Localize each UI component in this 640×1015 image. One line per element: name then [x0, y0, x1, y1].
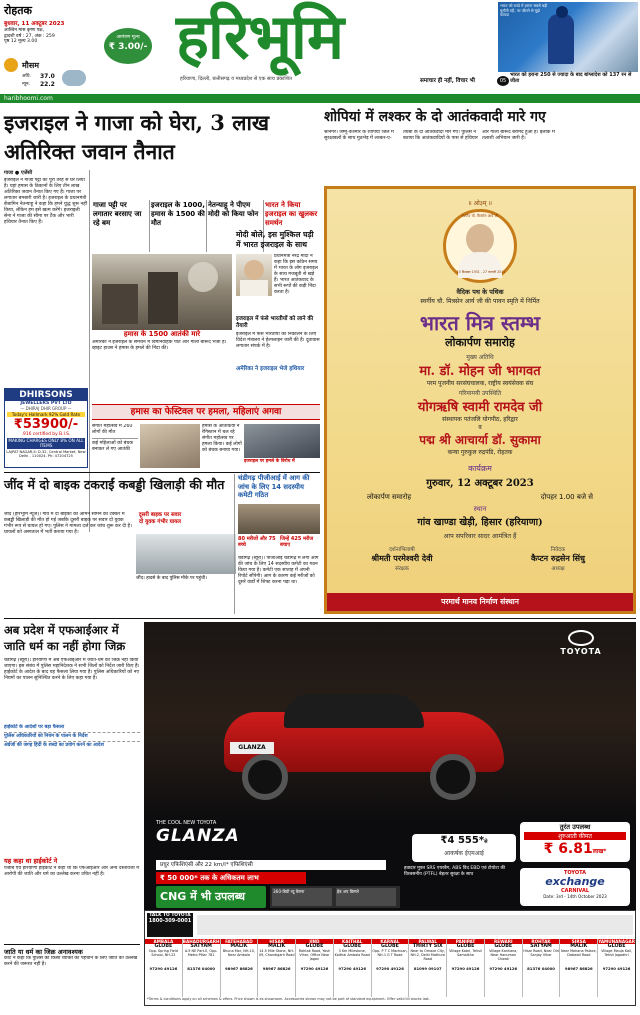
- fir-sub: यह कहा था हाईकोर्ट ने: [4, 857, 58, 865]
- dealer-card: [183, 939, 221, 997]
- festival-headline: हमास का फेस्टिवल पर हमला, महिलाएं अगवा: [130, 407, 282, 417]
- guest-and: व: [478, 424, 482, 431]
- cricketer-helmet: [556, 6, 568, 18]
- making-charges: MAKING CHARGES ONLY 8% ON ALL ITEMS: [8, 438, 84, 449]
- offer-top: तुरंत उपलब्ध: [559, 823, 591, 831]
- accident-caption: जींद। हादसे के बाद पुलिस मौके पर पहुंची।: [136, 576, 207, 581]
- lead-dateline: गाजा ● एजेंसी: [4, 170, 33, 176]
- protest-photo: [244, 424, 320, 458]
- weather-box: [2, 56, 102, 92]
- dealer-address: Hisar Road, Near Old Sanjay Vihar: [523, 949, 559, 958]
- host-left-role: संरक्षक: [395, 566, 409, 572]
- festival-badge: इजराइल पर हमले के विरोध में: [244, 459, 295, 464]
- host-left-name: श्रीमती परमेश्वरी देवी: [371, 554, 433, 563]
- host-left-label: दर्शनाभिलाषी: [389, 547, 415, 553]
- subhead-3: नेतन्याहू ने पीएम मोदी को किया फोन: [206, 200, 263, 252]
- dealer-strip: [144, 910, 636, 1006]
- invitation-subtitle: लोकार्पण समारोह: [445, 336, 515, 349]
- invitation-ad: [324, 186, 636, 614]
- us-body: अमेरिका ने इजराइल के समर्थन में विमानवाहक पोत और गोला बारूद भेजा है। व्हाइट हाउस ने हमास के हमले की निंदा की।: [92, 340, 227, 351]
- ad-disclaimer: *Terms & conditions apply on all schemes & offers. Price shown is ex-showroom. Accessories shown may not be part of standard equipment. Offer valid till stocks last.: [147, 997, 430, 1001]
- dealer-name: GLOBE: [381, 944, 399, 949]
- price-label: आमंत्रण मूल्य: [116, 35, 140, 40]
- festival-bullet-1: संगीत महोत्सव में 260 लोगों की मौत: [92, 424, 138, 439]
- program-label: कार्यक्रम: [468, 464, 492, 473]
- host-right-name: कैप्टन रुद्रसेन सिंधु: [531, 554, 585, 563]
- chief-label: मुख्य अतिथि: [466, 354, 494, 361]
- emi-unit: से: [484, 839, 488, 845]
- dhirsons-subtitle: JEWELLERS PVT LTD: [20, 401, 72, 406]
- emi-amount-row: [412, 834, 516, 849]
- partner-logos: [197, 915, 633, 935]
- host-right-label: निवेदक: [550, 547, 566, 553]
- min-temp-label: न्यून.: [22, 82, 31, 87]
- event-time-row: [367, 493, 593, 502]
- masthead-bar: [0, 94, 640, 103]
- exchange-brand: TOYOTA: [563, 870, 587, 876]
- presence-label: गरिमामयी उपस्थिति: [458, 390, 502, 397]
- event-label: लोकार्पण समारोह: [367, 493, 412, 501]
- issue-info-2: द्वादशी वर्ष : 27, अंक : 259: [4, 33, 55, 39]
- feature-hud: हेड अप डिस्प्ले: [336, 888, 396, 906]
- portrait-body: [240, 280, 268, 296]
- dealer-address: A-9 NE Part-II, Opp. Metro Pillar 781: [184, 949, 218, 958]
- kabaddi-body: जींद (हरिभूमि न्यूज)। गांव में दो बाइकों की आमने सामने की टक्कर में कबड्डी खिलाड़ी की मौत हो गई जबकि दूसरी बाइक पर सवार दो युवक गंभीर रूप से घायल हो गए। पुलिस ने मामला दर्ज कर जांच शुरू कर दी है। घायलों को अस्पताल में भर्ती कराया गया है।: [4, 512, 132, 535]
- dealer-name: MALIK: [570, 944, 588, 949]
- invitation-footer: परमार्थ मानव निर्माण संस्थान: [327, 593, 633, 611]
- dealer-card: [523, 939, 561, 997]
- dealer-name: MALIK: [268, 944, 286, 949]
- min-temp: 22.2: [40, 81, 55, 88]
- tagline: हरियाणा, दिल्ली, छत्तीसगढ़ व मध्यप्रदेश से एक साथ प्रकाशित: [180, 76, 292, 82]
- dealer-address: Village Kabri, Tehsil Samalkha: [449, 949, 482, 958]
- india-headline: इजराइल में फंसे भारतीयों को लाने की तैयारी: [236, 316, 314, 329]
- path-label: वैदिक पथ के पथिक: [456, 288, 504, 296]
- divider: [4, 618, 636, 619]
- dhirsons-title: DHIRSONS: [5, 389, 87, 401]
- dhirsons-hallmark: Today's Hallmark 92% Gold Rate: [7, 412, 85, 417]
- price-unit: लाख*: [592, 848, 607, 855]
- dealer-city: FATEHABAD: [221, 939, 258, 944]
- dealer-city: JIND: [296, 939, 333, 944]
- festival-body: हमास के आतंकियों ने रेगिस्तान में चल रहे संगीत महोत्सव पर हमला किया। कई लोगों को बंधक बनाया गया।: [202, 424, 242, 453]
- venue: गांव खाण्डा खेड़ी, हिसार (हरियाणा): [417, 517, 543, 528]
- masthead: [0, 0, 640, 94]
- gaza-photo: [92, 254, 232, 330]
- emi-label: आकर्षक ईएमआई: [444, 850, 484, 857]
- festival-bullet-2: कई महिलाओं को बंधक बनाकर ले गए आतंकी: [92, 441, 133, 452]
- toll-free: 1800-309-0001: [148, 918, 192, 924]
- masthead-left: [4, 3, 104, 45]
- kabaddi-side: दूसरी बाइक पर सवार दो युवक गंभीर घायल: [138, 512, 182, 525]
- issue-info-3: पृष्ठ 12 मूल्य 3.00: [4, 39, 38, 45]
- host-right: [493, 545, 623, 572]
- dealer-card: [560, 939, 598, 997]
- guest2-name: पद्म श्री आचार्या डॉ. सुकामा: [419, 433, 541, 447]
- venue-label: स्थान: [473, 505, 487, 513]
- newspaper-logo: हरिभूमि: [176, 0, 344, 73]
- chief-guest-name: मा. डॉ. मोहन जी भागवत: [419, 364, 541, 379]
- emi-box: [412, 834, 516, 862]
- divider: [234, 474, 235, 614]
- fir-bullet-2: पुलिस अधिकारियों को नियम के पालन के निर्देश: [4, 733, 140, 742]
- fir-sub-body: पंजाब एवं हरियाणा हाईकोर्ट ने कहा था कि एफआईआर और अन्य दस्तावेजों में आरोपी की जाति और धर्म का उल्लेख करना उचित नहीं है।: [4, 866, 140, 877]
- dealer-address: Opp. P T C Machuan, NH-1 G T Road: [372, 949, 408, 958]
- subhead-4: भारत ने किया इजराइल का खुलकर समर्थन: [263, 200, 320, 252]
- portrait-ring-name: स्वर्गीय चौ. मित्रसेन आर्य जी: [461, 214, 499, 218]
- price-label: शुरुआती कीमत: [524, 832, 626, 840]
- price-box: [520, 822, 630, 862]
- exchange-carnival: [520, 868, 630, 906]
- chandigarh-headline: चंडीगढ़ पीजीआई में आग की जांच के लिए 14 सदस्यीय कमेटी गठित: [238, 474, 310, 500]
- dealer-card: [221, 939, 259, 997]
- dealer-phone: 98967 86826: [564, 966, 593, 971]
- starting-price: [520, 841, 630, 860]
- dealer-address: Opp. Spring Field School, NH-22: [148, 949, 178, 958]
- cloud-icon: [62, 70, 86, 86]
- car-plate: GLANZA: [230, 742, 274, 754]
- dealer-name: GLOBE: [494, 944, 513, 949]
- dealer-city: PANIPAT: [447, 939, 484, 944]
- toyota-brand: [536, 630, 626, 656]
- dhirsons-address: LAJPAT NAGAR-II: D-32, Central Market, New Delhi - 110024. Ph: 47204725: [6, 449, 86, 459]
- memorial-portrait: [443, 209, 517, 283]
- dealer-phone: 81099 09107: [413, 966, 442, 971]
- max-temp-label: अधि.: [22, 74, 31, 79]
- toyota-logo-icon: [568, 630, 594, 646]
- invite-line: आप सपरिवार सादर आमंत्रित हैं: [443, 532, 517, 540]
- dealer-name: GLOBE: [607, 944, 626, 949]
- cricketer-figure: [548, 14, 574, 64]
- dealer-card: [258, 939, 296, 997]
- festival-photo: [140, 424, 200, 468]
- model-name: GLANZA: [156, 826, 240, 846]
- dealer-city: BAHADURGARH: [182, 939, 220, 944]
- portrait-years: 15 दिसम्बर 1931 - 27 जनवरी 2011: [456, 270, 506, 274]
- teaser-page-number: 05: [497, 76, 509, 86]
- car-roof: [284, 694, 424, 728]
- slogan: समाचार ही नहीं, विचार भी: [420, 78, 475, 84]
- dealer-phone: 81376 04000: [187, 966, 216, 971]
- dealer-name: GLOBE: [343, 944, 362, 949]
- talk-label: TALK TO TOYOTA: [149, 913, 191, 918]
- us-headline: अमेरिका ने इजराइल भेजे हथियार: [236, 366, 305, 372]
- dealer-card: [598, 939, 635, 997]
- guest-role: संस्थापक पतंजलि योगपीठ, हरिद्वार: [442, 416, 518, 423]
- kabaddi-headline: जींद में दो बाइक टकराईं कबड्डी खिलाड़ी की मौत: [4, 477, 225, 492]
- issue-info-1: आश्विन मास कृष्ण पक्ष,: [4, 28, 45, 33]
- talk-to-toyota: [147, 913, 193, 937]
- festival-band: [92, 404, 320, 420]
- dealer-city: PALWAL: [409, 939, 446, 944]
- dealer-name: GLOBE: [154, 944, 173, 949]
- website: haribhoomi.com: [4, 95, 53, 102]
- dealer-list: [145, 939, 635, 997]
- fir-bottom-body: कोर्ट ने कहा कि पुलिस को किसी व्यक्ति की पहचान के लिए जाति का उल्लेख करने की जरूरत नहीं है।: [4, 956, 138, 967]
- price-amount: ₹ 6.81: [543, 841, 593, 857]
- subhead-2: इजराइल के 1000, हमास के 1500 की मौत: [149, 200, 206, 252]
- guest-name: योगऋषि स्वामी रामदेव जी: [417, 400, 543, 415]
- dealer-name: THIRTY SIX: [412, 944, 443, 949]
- divider: [4, 472, 320, 473]
- om-line: ॥ ओ३म् ॥: [468, 200, 492, 207]
- dealer-city: KAITHAL: [334, 939, 371, 944]
- feature-thumbs: [270, 886, 400, 908]
- dealer-address: 14.5 Mile Stone, NH-09, Chandigarh Road: [258, 949, 295, 958]
- modi-photo: [236, 254, 272, 296]
- dealer-phone: 97290 49126: [489, 966, 518, 971]
- fir-body: चंडीगढ़ (ब्यूरो)। हरियाणा में अब एफआईआर में जाति-धर्म का जिक्र नहीं किया जाएगा। इस संबंध में पुलिस महानिदेशक ने सभी जिलों को निर्देश जारी किए हैं। हाईकोर्ट के आदेश के बाद यह फैसला लिया गया है। पुलिस अधिकारियों को नए नियमों का पालन सुनिश्चित करने के लिए कहा गया है।: [4, 658, 140, 681]
- lead-headline: इजराइल ने गाजा को घेरा, 3 लाख अतिरिक्त जवान तैनात: [4, 110, 270, 164]
- dealer-name: MALIK: [230, 944, 248, 949]
- modi-headline: मोदी बोले, इस मुश्किल घड़ी में भारत इजराइल के साथ: [236, 230, 314, 249]
- chandigarh-stat-1: 80 मरीजों और 75 बच्चे: [238, 536, 276, 549]
- dealer-card: [372, 939, 410, 997]
- portrait-face: [244, 260, 264, 280]
- dealer-phone: 98967 86826: [225, 966, 253, 971]
- smoke-cloud: [188, 262, 218, 292]
- max-temp: 37.0: [40, 73, 55, 80]
- model-tagline: THE COOL NEW TOYOTA: [156, 820, 217, 826]
- india-body: इजराइल में फंसे भारतीयों को निकालने के लिए विदेश मंत्रालय ने हेल्पलाइन जारी की है। दूतावास लगातार संपर्क में है।: [236, 332, 320, 349]
- dealer-city: SIRSA: [560, 939, 597, 944]
- benefit-strip: ₹ 50 000* तक के अधिकतम लाभ: [156, 872, 306, 884]
- dealer-phone: 97290 49126: [451, 966, 480, 971]
- dealer-address: Bhuna Mor, NH-10, Near Ambala: [222, 949, 255, 958]
- invitation-title: भारत मित्र स्तम्भ: [419, 311, 541, 335]
- dealer-card: [409, 939, 447, 997]
- exchange-sub: CARNIVAL: [560, 888, 590, 894]
- event-date: गुरुवार, 12 अक्टूबर 2023: [426, 478, 534, 489]
- accident-photo: [136, 534, 236, 574]
- kashmir-body: श्रीनगर। जम्मू-कश्मीर के शोपियां जिले में सुरक्षाबलों के साथ मुठभेड़ में लश्कर-ए-तैयबा के दो आतंकवादी मारे गए। पुलिस ने बताया कि आतंकवादियों के पास से हथियार और गोला बारूद बरामद हुआ है। इलाके में तलाशी अभियान जारी है।: [324, 130, 555, 141]
- dealer-card: [447, 939, 485, 997]
- dealer-address: Village Mauja Kali, Tehsil Jagadhri: [601, 949, 633, 958]
- exchange-title: exchange: [545, 875, 605, 888]
- dealer-card: [334, 939, 372, 997]
- sun-icon: [4, 58, 18, 72]
- teaser-headline: भारत को हराना 250 से ज्यादा के बाद बांग्लादेश को 137 रन से जीता: [510, 72, 632, 84]
- dealer-card: [485, 939, 523, 997]
- mileage-strip: प्रचुर एफिशिएंसी और 22 km/l* एफिशिएंसी: [156, 860, 386, 870]
- fir-bottom-headline: जाति या धर्म का जिक्र अनावश्यक: [4, 944, 140, 956]
- dealer-address: Near to Omaxe City, NH-2, Delhi Mathura Road: [410, 949, 446, 962]
- safety-note: हवादार मुफ़्त SRS एयरबैग, ABS विद EBD एवं टोयोटा की विश्वसनीय (PTFL) बेहतर सुरक्षा के साथ: [404, 866, 506, 877]
- dealer-name: GLOBE: [456, 944, 475, 949]
- dealer-city: AMBALA: [145, 939, 182, 944]
- emi-amount: ₹4 555*: [440, 835, 485, 846]
- dealer-name: GLOBE: [305, 944, 324, 949]
- exchange-date: Date: 3rd - 14th October 2023: [543, 894, 607, 899]
- toyota-ad: [144, 622, 636, 910]
- dhirsons-ad: [4, 388, 88, 468]
- price-value: ₹ 3.00/-: [108, 42, 148, 52]
- portrait-face: [466, 224, 494, 254]
- fir-headline: अब प्रदेश में एफआईआर में जाति धर्म का नहीं होगा जिक्र: [4, 623, 126, 653]
- chief-guest-role: परम पूजनीय सरसंघचालक, राष्ट्रीय स्वयंसेवक संघ: [426, 380, 534, 387]
- dealer-address: Near Mohana Palace, Dabwali Road: [560, 949, 597, 958]
- festival-bullets: [92, 424, 138, 468]
- dealer-phone: 97290 49126: [376, 966, 404, 971]
- glanza-logo: [156, 820, 316, 846]
- cricket-photo: [498, 2, 638, 72]
- dealer-phone: 81376 04000: [527, 966, 555, 971]
- cng-badge: CNG में भी उपलब्ध: [156, 886, 266, 908]
- car-wheel: [242, 754, 288, 800]
- dealer-address: Rohtak Road, Yash Vihar, Office Near Jagan: [298, 949, 331, 962]
- dealer-phone: 98967 86826: [262, 966, 291, 971]
- dealer-name: SATYAM: [190, 944, 212, 949]
- rate-note: .916 certified by B.I.S.: [21, 432, 71, 437]
- price-badge: [104, 28, 152, 64]
- subhead-1: गाजा पट्टी पर लगातार बरसाए जा रहे बम: [93, 201, 142, 227]
- dealer-name: SATYAM: [530, 944, 552, 949]
- feature-360-camera: 360-डिग्री व्यू कैमरा: [272, 888, 332, 906]
- car-wheel: [430, 754, 476, 800]
- dealer-city: HISAR: [258, 939, 295, 944]
- dealer-phone: 97290 49126: [602, 966, 631, 971]
- gaza-photo-caption: हमास के 1500 आतंकी मारे: [123, 330, 201, 338]
- dealer-city: YAMUNANAGAR: [598, 939, 635, 944]
- dealer-city: KARNAL: [372, 939, 409, 944]
- dealer-address: Village Kanhana, Near Hanuman Chowk: [489, 949, 518, 962]
- dealer-phone: 97290 49126: [300, 966, 329, 971]
- lead-body: इजराइल ने गाजा पट्टी को पूरी तरह से घेर लिया है। यहां हमास के ठिकानों के लिए तीन लाख अतिरिक्त जवान तैनात किए गए हैं। गाजा पर लगातार बमबारी जारी है। इजराइल के प्रधानमंत्री बेंजामिन नेतन्याहू ने कहा कि हमने युद्ध शुरू नहीं किया, लेकिन हम इसे खत्म करेंगे। इजराइली सेना ने गाजा की सीमा पर टैंक और भारी हथियार तैनात किए हैं।: [4, 178, 88, 225]
- teaser-text: भारत को वनडे में हराना सबसे बड़ी चुनौती रही, पर जीतने से मुझे फायदा: [500, 3, 548, 18]
- lead-column: [4, 170, 88, 386]
- host-right-role: अध्यक्ष: [551, 566, 565, 572]
- host-left: [337, 545, 467, 572]
- memory-line: स्वर्गीय चौ. मित्रसेन आर्य जी की पावन स्मृति में निर्मित: [420, 298, 540, 305]
- fir-bullet-1: हाईकोर्ट के आदेशों पर बड़ा फैसला: [4, 724, 140, 733]
- dhirsons-group: — DHIRAJ DHIR GROUP —: [20, 406, 72, 411]
- event-time: दोपहर 1.00 बजे से: [540, 493, 593, 501]
- fir-bullets: [4, 724, 140, 750]
- building-ruin: [148, 272, 178, 324]
- toyota-brand-name: TOYOTA: [560, 647, 602, 656]
- chandigarh-stat-2: जिन्हें 425 मरीज बचाए: [280, 536, 314, 549]
- fir-bullet-3: अंग्रेजी की जगह हिंदी के शब्दों का प्रयोग करने का आदेश: [4, 743, 104, 748]
- modi-body: प्रधानमंत्री नरेंद्र मोदी ने कहा कि इस कठिन समय में भारत के लोग इजराइल के साथ मजबूती से खड़े हैं। भारत आतंकवाद के सभी रूपों की कड़ी निंदा करता है।: [274, 254, 318, 295]
- dealer-phone: 97290 49126: [149, 966, 178, 971]
- car-image: [204, 682, 524, 802]
- edition-city: रोहतक: [4, 4, 32, 17]
- gold-rate: ₹53900/-: [13, 417, 79, 432]
- building-ruin: [102, 284, 138, 324]
- issue-date: बुधवार, 11 अक्टूबर 2023: [4, 21, 65, 27]
- dealer-address: 3 Km Milestone, Kaithal Ambala Road: [334, 949, 370, 958]
- dealer-card: [296, 939, 334, 997]
- dealer-city: REWARI: [485, 939, 522, 944]
- guest2-role: कन्या गुरुकुल रुद्रपंडि, रोहतक: [447, 449, 513, 456]
- dealer-city: ROHTAK: [523, 939, 560, 944]
- dealer-phone: 97290 49126: [338, 966, 367, 971]
- weather-label: मौसम: [22, 61, 40, 70]
- pgi-photo: [238, 504, 320, 534]
- chandigarh-body: चंडीगढ़ (ब्यूरो)। पीजीआई चंडीगढ़ में लगी आग की जांच के लिए 14 सदस्यीय कमेटी का गठन किया गया है। कमेटी एक सप्ताह में अपनी रिपोर्ट सौंपेगी। आग के कारण कई मरीजों को दूसरे वार्डों में शिफ्ट करना पड़ा था।: [238, 556, 319, 585]
- kashmir-headline: शोपियां में लश्कर के दो आतंकवादी मारे गए: [324, 109, 546, 125]
- portrait-body: [458, 252, 502, 278]
- dealer-card: [145, 939, 183, 997]
